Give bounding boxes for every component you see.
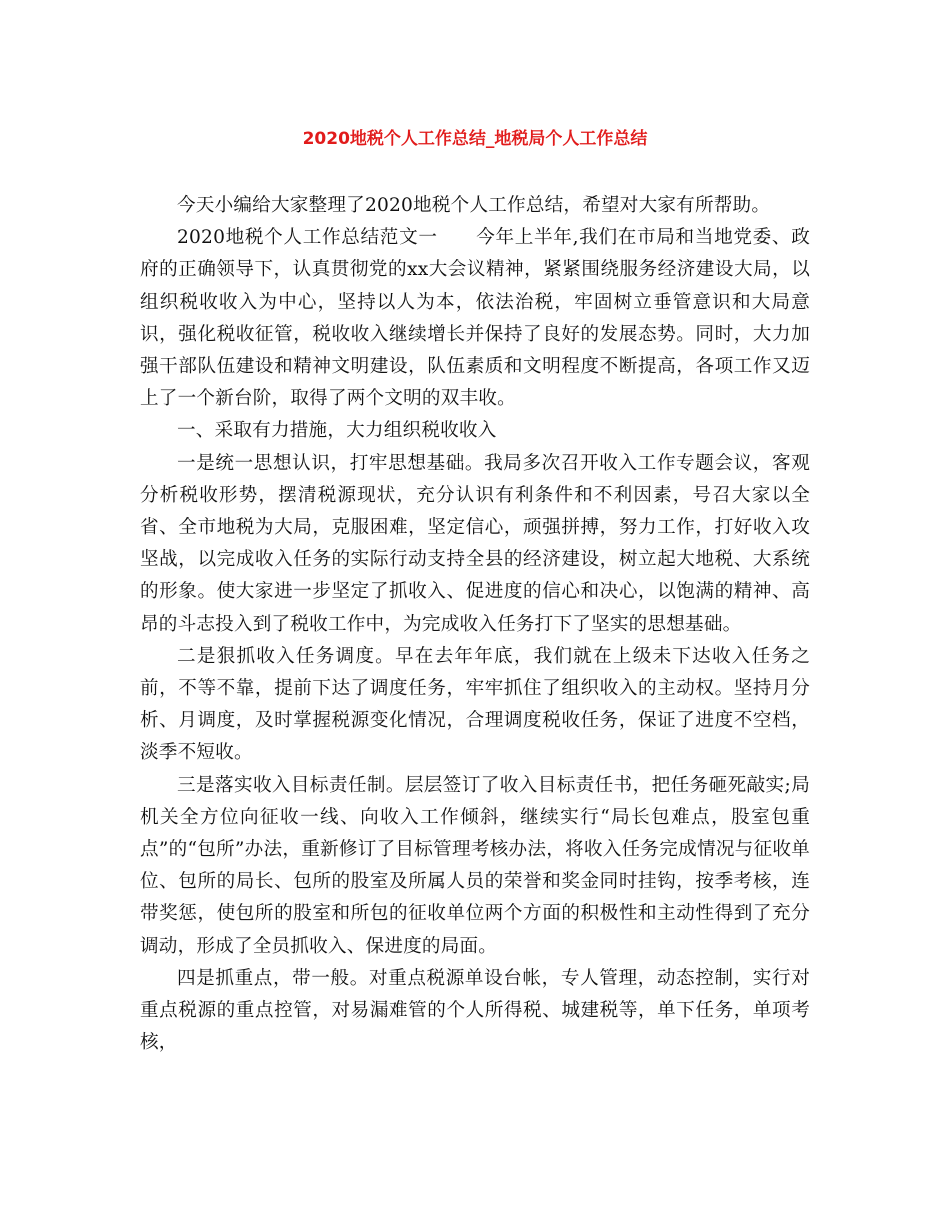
document-title: 2020地税个人工作总结_地税局个人工作总结 [302,129,648,149]
paragraph-point-two: 二是狠抓收入任务调度。早在去年年底，我们就在上级未下达收入任务之前，不等不靠，提前下达了调度任务，牢牢抓住了组织收入的主动权。坚持月分析、月调度，及时掌握税源变化情况，合理调度税收任务，保证了进度不空档，淡季不短收。 [140,645,810,764]
document-body [140,190,810,1059]
paragraph-point-three: 三是落实收入目标责任制。层层签订了收入目标责任书，把任务砸死敲实;局机关全方位向征收一线、向收入工作倾斜，继续实行“局长包难点，股室包重点”的“包所”办法，重新修订了目标管理考核办法，将收入任务完成情况与征收单位、包所的局长、包所的股室及所属人员的荣誉和奖金同时挂钩，按季考核，连带奖惩，使包所的股室和所包的征收单位两个方面的积极性和主动性得到了充分调动，形成了全员抓收入、保进度的局面。 [140,774,810,957]
paragraph-intro: 今天小编给大家整理了2020地税个人工作总结，希望对大家有所帮助。 [177,195,771,216]
paragraph-sample-one: 2020地税个人工作总结范文一 今年上半年,我们在市局和当地党委、政府的正确领导下，认真贯彻党的xx大会议精神，紧紧围绕服务经济建设大局，以组织税收收入为中心，坚持以人为本，依法治税，牢固树立垂管意识和大局意识，强化税收征管，税收收入继续增长并保持了良好的发展态势。同时，大力加强干部队伍建设和精神文明建设，队伍素质和文明程度不断提高，各项工作又迈上了一个新台阶，取得了两个文明的双丰收。 [140,227,810,410]
paragraph-point-one: 一是统一思想认识，打牢思想基础。我局多次召开收入工作专题会议，客观分析税收形势，摆清税源现状，充分认识有利条件和不利因素，号召大家以全省、全市地税为大局，克服困难，坚定信心，顽强拼搏，努力工作，打好收入攻坚战，以完成收入任务的实际行动支持全县的经济建设，树立起大地税、大系统的形象。使大家进一步坚定了抓收入、促进度的信心和决心，以饱满的精神、高昂的斗志投入到了税收工作中，为完成收入任务打下了坚实的思想基础。 [140,452,810,635]
paragraph-point-four: 四是抓重点，带一般。对重点税源单设台帐，专人管理，动态控制，实行对重点税源的重点控管，对易漏难管的个人所得税、城建税等，单下任务，单项考核， [140,967,810,1054]
section-heading-revenue: 一、采取有力措施，大力组织税收收入 [177,420,497,442]
